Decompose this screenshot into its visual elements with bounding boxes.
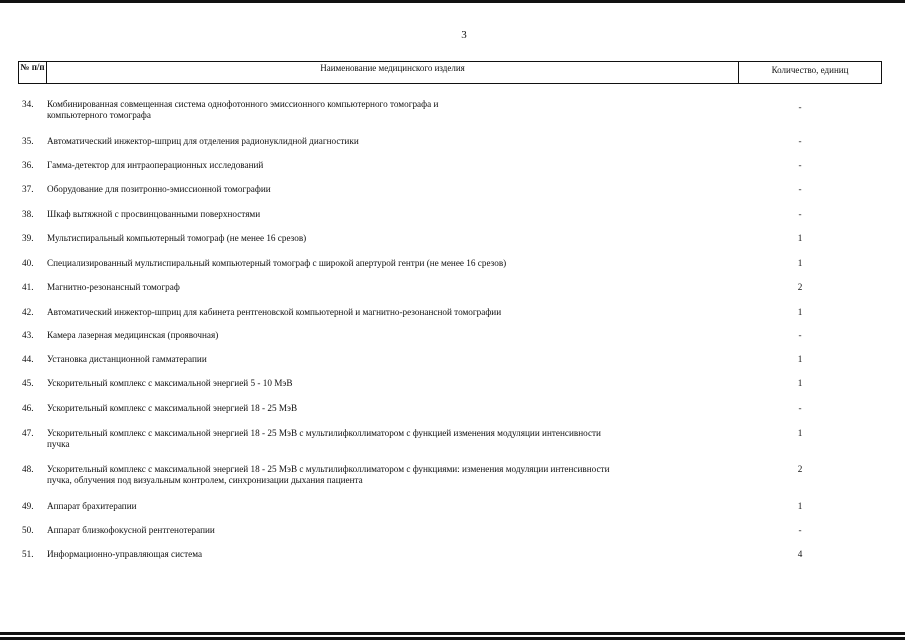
- row-number: 48.: [22, 464, 34, 474]
- row-name: Мультиспиральный компьютерный томограф (не менее 16 срезов): [47, 233, 307, 243]
- row-quantity: 1: [797, 307, 803, 317]
- header-name: Наименование медицинского изделия: [47, 62, 739, 83]
- row-name: Ускорительный комплекс с максимальной энергией 18 - 25 МэВ с мультилифколлиматором с функцией изменения модуляции интенсивности пучка: [47, 428, 601, 449]
- row-name: Ускорительный комплекс с максимальной энергией 18 - 25 МэВ: [47, 403, 298, 413]
- row-quantity: -: [798, 136, 802, 146]
- row-name: Шкаф вытяжной с просвинцованными поверхностями: [47, 209, 261, 219]
- row-number: 37.: [22, 184, 34, 194]
- row-name: Гамма-детектор для интраоперационных исследований: [47, 160, 264, 170]
- row-quantity: 4: [797, 549, 803, 559]
- row-name: Оборудование для позитронно-эмиссионной томографии: [47, 184, 271, 194]
- row-number: 46.: [22, 403, 34, 413]
- top-border: [0, 0, 905, 3]
- header-number: № п/п: [19, 62, 47, 83]
- page-number: 3: [461, 29, 467, 41]
- bottom-border: [0, 632, 905, 640]
- row-number: 42.: [22, 307, 34, 317]
- row-quantity: 2: [797, 464, 803, 474]
- row-name: Автоматический инжектор-шприц для отделения радионуклидной диагностики: [47, 136, 359, 146]
- row-quantity: 2: [797, 282, 803, 292]
- row-quantity: -: [798, 209, 802, 219]
- row-quantity: 1: [797, 378, 803, 388]
- row-quantity: -: [798, 403, 802, 413]
- row-number: 35.: [22, 136, 34, 146]
- row-number: 49.: [22, 501, 34, 511]
- row-quantity: 1: [797, 428, 803, 438]
- row-name: Камера лазерная медицинская (проявочная): [47, 330, 219, 340]
- row-number: 38.: [22, 209, 34, 219]
- row-quantity: 1: [797, 258, 803, 268]
- header-quantity: Количество, единиц: [771, 65, 849, 75]
- row-name: Магнитно-резонансный томограф: [47, 282, 180, 292]
- row-name: Автоматический инжектор-шприц для кабинета рентгеновской компьютерной и магнитно-резонансной томографии: [47, 307, 502, 317]
- table-header: [18, 61, 882, 84]
- row-quantity: -: [798, 330, 802, 340]
- row-name: Специализированный мультиспиральный компьютерный томограф с широкой апертурой гентри (не менее 16 срезов): [47, 258, 507, 268]
- row-name: Ускорительный комплекс с максимальной энергией 18 - 25 МэВ с мультилифколлиматором с функциями: изменения модуляции интенсивности пучка, облучения под визуальным контролем, синхронизации дыхания пациента: [47, 464, 610, 485]
- row-name: Аппарат близкофокусной рентгенотерапии: [47, 525, 215, 535]
- row-name: Установка дистанционной гамматерапии: [47, 354, 207, 364]
- row-quantity: -: [798, 525, 802, 535]
- row-name: Информационно-управляющая система: [47, 549, 203, 559]
- row-name: Ускорительный комплекс с максимальной энергией 5 - 10 МэВ: [47, 378, 293, 388]
- row-quantity: -: [798, 160, 802, 170]
- row-number: 39.: [22, 233, 34, 243]
- row-quantity: -: [798, 102, 802, 112]
- row-number: 34.: [22, 99, 34, 109]
- row-quantity: 1: [797, 233, 803, 243]
- row-quantity: 1: [797, 501, 803, 511]
- row-number: 50.: [22, 525, 34, 535]
- row-number: 45.: [22, 378, 34, 388]
- row-number: 44.: [22, 354, 34, 364]
- row-quantity: 1: [797, 354, 803, 364]
- row-name: Аппарат брахитерапии: [47, 501, 137, 511]
- row-number: 36.: [22, 160, 34, 170]
- row-number: 47.: [22, 428, 34, 438]
- row-number: 43.: [22, 330, 34, 340]
- row-number: 41.: [22, 282, 34, 292]
- row-number: 40.: [22, 258, 34, 268]
- row-number: 51.: [22, 549, 34, 559]
- row-quantity: -: [798, 184, 802, 194]
- row-name: Комбинированная совмещенная система однофотонного эмиссионного компьютерного томографа и компьютерного томографа: [47, 99, 439, 120]
